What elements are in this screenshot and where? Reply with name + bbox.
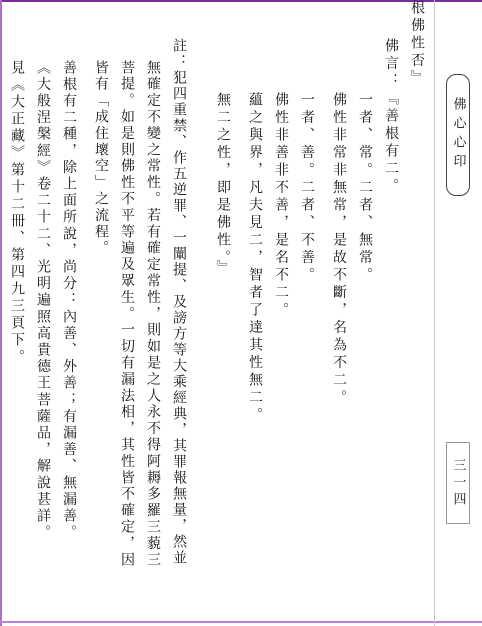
page-number-tab	[446, 442, 470, 524]
note-line-6: 《大般涅槃經》卷二十二、光明遍照高貴德王菩薩品，解說甚詳。	[35, 60, 51, 542]
body-line-5: 一者、善。二者、不善。	[299, 92, 315, 285]
note-line-7: 見《大正藏》第十二冊、第四九三頁下。	[9, 60, 25, 366]
body-line-7: 蘊之與界，凡夫見二，智者了達其性無二。	[247, 92, 263, 425]
body-line-8: 無二之性，即是佛性。』	[215, 92, 231, 278]
body-line-3: 一者、常。二者、無常。	[357, 92, 373, 285]
note-line-4: 皆有「成住壞空」之流程。	[93, 60, 109, 257]
note-line-2: 無確定不變之常性。若有確定常性，則如是之人永不得阿耨多羅三藐三	[145, 60, 161, 569]
body-line-4: 佛性非常非無常，是故不斷，名為不二。	[331, 92, 347, 407]
book-title: 佛心心印	[450, 97, 466, 173]
margin-divider	[434, 0, 435, 626]
body-line-6: 佛性非善非不善，是名不二。	[273, 92, 289, 320]
body-line-1: 根佛性否』	[409, 0, 425, 88]
note-line-5: 善根有二種，除上面所說，尚分：內善、外善；有漏善、無漏善。	[61, 60, 77, 542]
note-line-1: 註：犯四重禁、作五逆罪、一闡提、及謗方等大乘經典，其罪報無量，然並	[171, 38, 187, 566]
page-number: 三一四	[450, 457, 466, 509]
page-edge-bottom	[0, 621, 482, 623]
body-line-2: 佛言：『善根有二。	[383, 38, 399, 196]
note-line-3: 菩提。如是則佛性不平等遍及眾生。一切有漏法相，其性皆不確定，因	[119, 60, 135, 569]
book-title-tab	[446, 74, 470, 196]
page-edge-left	[0, 0, 2, 626]
